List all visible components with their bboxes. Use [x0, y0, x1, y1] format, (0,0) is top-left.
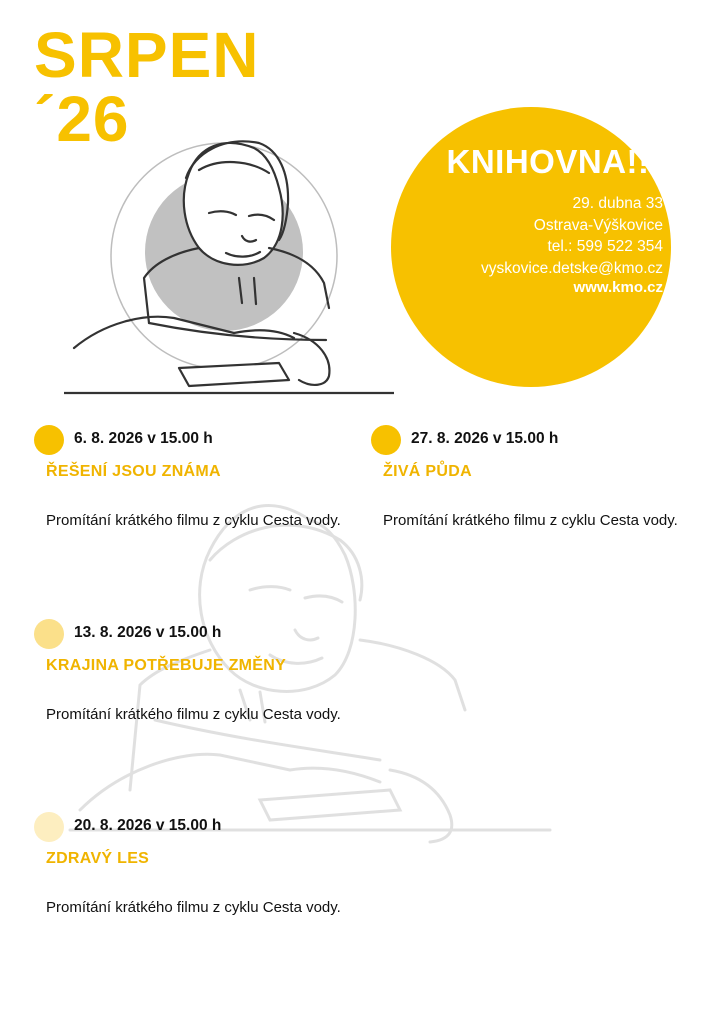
event-date: 13. 8. 2026 v 15.00 h	[74, 624, 222, 641]
event-title: ŘEŠENÍ JSOU ZNÁMA	[46, 463, 221, 480]
event-dot	[34, 425, 64, 455]
event-title: ŽIVÁ PŮDA	[383, 463, 472, 480]
event-description: Promítání krátkého filmu z cyklu Cesta vody.	[46, 706, 341, 723]
library-name: KNIHOVNA!!!	[446, 143, 661, 180]
event-date: 6. 8. 2026 v 15.00 h	[74, 430, 213, 447]
event-title: ZDRAVÝ LES	[46, 850, 150, 867]
library-contact	[481, 193, 663, 279]
event-description: Promítání krátkého filmu z cyklu Cesta vody.	[383, 512, 678, 529]
event-dot	[371, 425, 401, 455]
website-link[interactable]: www.kmo.cz	[573, 279, 663, 296]
title-year: ´26	[34, 83, 130, 155]
event-title: KRAJINA POTŘEBUJE ZMĚNY	[46, 657, 287, 674]
event-description: Promítání krátkého filmu z cyklu Cesta vody.	[46, 899, 341, 916]
event-dot	[34, 619, 64, 649]
library-info-circle	[391, 107, 671, 387]
event-date: 20. 8. 2026 v 15.00 h	[74, 817, 222, 834]
reader-illustration	[64, 118, 394, 398]
phone-number: tel.: 599 522 354	[547, 238, 663, 255]
email-link[interactable]: vyskovice.detske@kmo.cz	[481, 259, 663, 277]
event-description: Promítání krátkého filmu z cyklu Cesta vody.	[46, 512, 341, 529]
address-city: Ostrava-Výškovice	[533, 216, 663, 234]
address-street: 29. dubna 33	[572, 195, 663, 212]
event-dot	[34, 812, 64, 842]
title-month: SRPEN	[34, 19, 260, 91]
event-date: 27. 8. 2026 v 15.00 h	[411, 430, 559, 447]
